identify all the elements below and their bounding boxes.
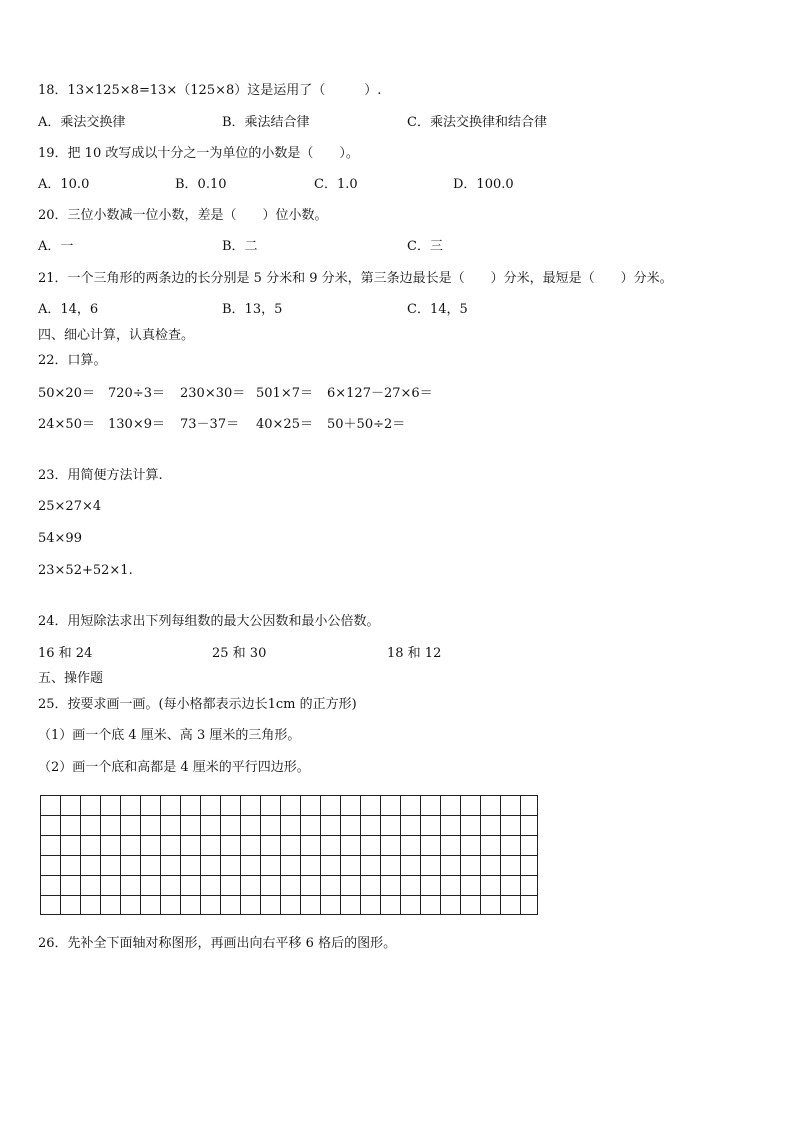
section-4-title: 四、细心计算，认真检查。 bbox=[38, 328, 195, 343]
section-5-title: 五、操作题 bbox=[38, 671, 104, 686]
mental-math-item: 720÷3＝ bbox=[108, 386, 165, 401]
simplify-item: 23×52+52×1. bbox=[38, 563, 133, 578]
number-pair: 25 和 30 bbox=[212, 646, 267, 661]
question-25-stem: 25．按要求画一画。(每小格都表示边长1cm 的正方形) bbox=[38, 697, 357, 712]
question-21-stem: 21．一个三角形的两条边的长分别是 5 分米和 9 分米，第三条边最长是（ ）分米，最短是（ ）分米。 bbox=[38, 271, 673, 286]
simplify-item: 25×27×4 bbox=[38, 499, 102, 514]
q19-option-d: D．100.0 bbox=[453, 177, 514, 192]
question-26-stem: 26．先补全下面轴对称图形，再画出向右平移 6 格后的图形。 bbox=[38, 936, 397, 951]
mental-math-item: 40×25＝ bbox=[256, 417, 313, 432]
q19-option-b: B．0.10 bbox=[175, 177, 227, 192]
q20-option-b: B．二 bbox=[222, 239, 258, 254]
number-pair: 16 和 24 bbox=[38, 646, 93, 661]
q19-option-c: C．1.0 bbox=[314, 177, 358, 192]
mental-math-item: 73－37＝ bbox=[180, 417, 240, 432]
mental-math-item: 50×20＝ bbox=[38, 386, 95, 401]
question-25-sub-1: （1）画一个底 4 厘米、高 3 厘米的三角形。 bbox=[38, 728, 301, 743]
question-23-stem: 23．用简便方法计算. bbox=[38, 468, 163, 483]
q18-option-b: B．乘法结合律 bbox=[222, 115, 310, 130]
q20-option-c: C．三 bbox=[407, 239, 443, 254]
question-20-stem: 20．三位小数减一位小数，差是（ ）位小数。 bbox=[38, 208, 328, 223]
q20-option-a: A．一 bbox=[38, 239, 74, 254]
mental-math-item: 24×50＝ bbox=[38, 417, 95, 432]
q21-option-b: B．13，5 bbox=[222, 302, 283, 317]
q18-option-a: A．乘法交换律 bbox=[38, 115, 126, 130]
question-19-stem: 19．把 10 改写成以十分之一为单位的小数是（ ）。 bbox=[38, 146, 359, 161]
mental-math-item: 6×127－27×6＝ bbox=[327, 386, 433, 401]
question-25-sub-2: （2）画一个底和高都是 4 厘米的平行四边形。 bbox=[38, 760, 310, 775]
mental-math-item: 50＋50÷2＝ bbox=[327, 417, 406, 432]
mental-math-item: 130×9＝ bbox=[108, 417, 165, 432]
number-pair: 18 和 12 bbox=[387, 646, 442, 661]
q21-option-c: C．14，5 bbox=[407, 302, 468, 317]
simplify-item: 54×99 bbox=[38, 531, 82, 546]
q18-option-c: C．乘法交换律和结合律 bbox=[407, 115, 547, 130]
question-18-stem: 18．13×125×8=13×（125×8）这是运用了（ ）. bbox=[38, 83, 382, 98]
q19-option-a: A．10.0 bbox=[38, 177, 90, 192]
q21-option-a: A．14，6 bbox=[38, 302, 99, 317]
question-22-stem: 22．口算。 bbox=[38, 353, 107, 368]
square-grid[interactable] bbox=[40, 795, 538, 915]
question-24-stem: 24．用短除法求出下列每组数的最大公因数和最小公倍数。 bbox=[38, 614, 380, 629]
mental-math-item: 230×30＝ bbox=[180, 386, 246, 401]
mental-math-item: 501×7＝ bbox=[256, 386, 313, 401]
